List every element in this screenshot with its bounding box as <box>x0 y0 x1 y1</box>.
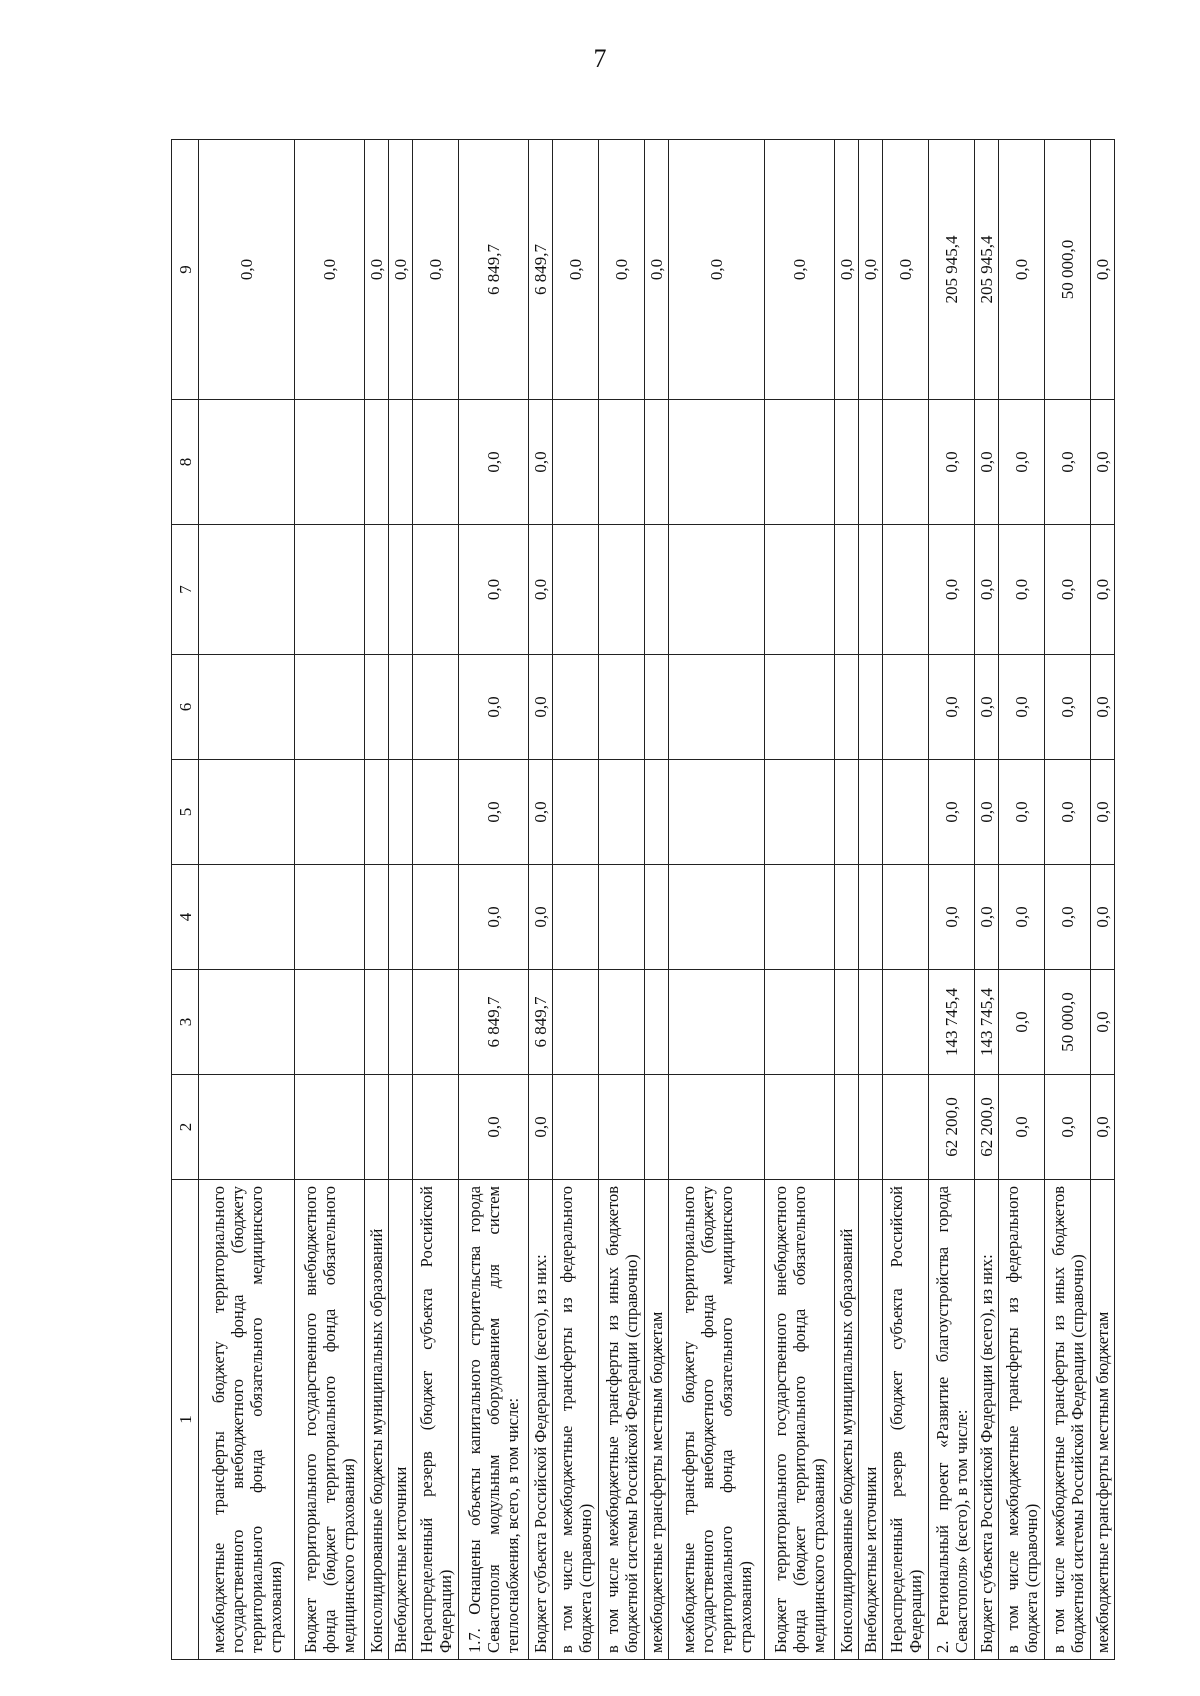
value-cell-col8: 0,0 <box>459 400 529 525</box>
value-cell-col4: 0,0 <box>1091 865 1115 970</box>
value-cell-col5 <box>765 760 835 865</box>
value-cell-col7 <box>295 525 365 655</box>
value-cell-col9: 0,0 <box>999 140 1045 400</box>
value-cell-col6: 0,0 <box>459 655 529 760</box>
value-cell-col9: 0,0 <box>413 140 459 400</box>
value-cell-col2: 0,0 <box>529 1075 553 1180</box>
value-cell-col6 <box>599 655 645 760</box>
value-cell-col3: 0,0 <box>999 970 1045 1075</box>
table-row <box>295 140 365 1660</box>
value-cell-col8 <box>669 400 765 525</box>
table-row <box>365 140 389 1660</box>
value-cell-col3: 6 849,7 <box>529 970 553 1075</box>
value-cell-col9: 6 849,7 <box>459 140 529 400</box>
value-cell-col4: 0,0 <box>975 865 999 970</box>
value-cell-col4: 0,0 <box>999 865 1045 970</box>
row-label: Бюджет территориального государственного внебюджетного фонда (бюджет территориального фонда обязательного медицинского страхования) <box>295 1180 365 1660</box>
value-cell-col7 <box>669 525 765 655</box>
table-row <box>929 140 975 1660</box>
value-cell-col9: 0,0 <box>859 140 883 400</box>
value-cell-col2 <box>389 1075 413 1180</box>
value-cell-col8 <box>413 400 459 525</box>
value-cell-col6 <box>389 655 413 760</box>
value-cell-col7 <box>199 525 295 655</box>
row-label: в том числе межбюджетные трансферты из иных бюджетов бюджетной системы Российской Федерации (справочно) <box>599 1180 645 1660</box>
row-label: Бюджет субъекта Российской Федерации (всего), из них: <box>975 1180 999 1660</box>
value-cell-col6 <box>859 655 883 760</box>
table-row <box>669 140 765 1660</box>
value-cell-col5 <box>389 760 413 865</box>
value-cell-col9: 0,0 <box>365 140 389 400</box>
value-cell-col5 <box>413 760 459 865</box>
value-cell-col5: 0,0 <box>929 760 975 865</box>
value-cell-col9: 0,0 <box>835 140 859 400</box>
table-row <box>1091 140 1115 1660</box>
value-cell-col3 <box>599 970 645 1075</box>
row-label: межбюджетные трансферты местным бюджетам <box>1091 1180 1115 1660</box>
value-cell-col2 <box>553 1075 599 1180</box>
row-label: межбюджетные трансферты бюджету территориального государственного внебюджетного фонда (бюджету территориального фонда обязательного медицинского страхования) <box>199 1180 295 1660</box>
value-cell-col6: 0,0 <box>929 655 975 760</box>
value-cell-col5: 0,0 <box>529 760 553 865</box>
value-cell-col2 <box>645 1075 669 1180</box>
value-cell-col9: 0,0 <box>765 140 835 400</box>
value-cell-col7: 0,0 <box>459 525 529 655</box>
value-cell-col5 <box>599 760 645 865</box>
table-row <box>199 140 295 1660</box>
row-label: Консолидированные бюджеты муниципальных образований <box>365 1180 389 1660</box>
value-cell-col4: 0,0 <box>929 865 975 970</box>
value-cell-col3 <box>295 970 365 1075</box>
column-header-6: 6 <box>172 655 199 760</box>
value-cell-col2: 0,0 <box>1045 1075 1091 1180</box>
value-cell-col5 <box>669 760 765 865</box>
value-cell-col2 <box>295 1075 365 1180</box>
value-cell-col4 <box>883 865 929 970</box>
column-header-3: 3 <box>172 970 199 1075</box>
page-number: 7 <box>593 44 607 73</box>
value-cell-col8 <box>883 400 929 525</box>
column-header-9: 9 <box>172 140 199 400</box>
value-cell-col9: 0,0 <box>1091 140 1115 400</box>
value-cell-col4 <box>365 865 389 970</box>
value-cell-col4 <box>389 865 413 970</box>
value-cell-col3 <box>835 970 859 1075</box>
value-cell-col8 <box>859 400 883 525</box>
value-cell-col3 <box>669 970 765 1075</box>
value-cell-col7 <box>599 525 645 655</box>
value-cell-col4 <box>413 865 459 970</box>
value-cell-col8 <box>199 400 295 525</box>
column-header-2: 2 <box>172 1075 199 1180</box>
value-cell-col6 <box>645 655 669 760</box>
value-cell-col9: 6 849,7 <box>529 140 553 400</box>
value-cell-col7: 0,0 <box>1045 525 1091 655</box>
value-cell-col6 <box>835 655 859 760</box>
value-cell-col6: 0,0 <box>1045 655 1091 760</box>
value-cell-col8 <box>645 400 669 525</box>
value-cell-col8: 0,0 <box>999 400 1045 525</box>
table-row <box>389 140 413 1660</box>
value-cell-col7 <box>389 525 413 655</box>
value-cell-col7: 0,0 <box>975 525 999 655</box>
value-cell-col7: 0,0 <box>929 525 975 655</box>
value-cell-col4 <box>599 865 645 970</box>
value-cell-col9: 0,0 <box>553 140 599 400</box>
value-cell-col6: 0,0 <box>999 655 1045 760</box>
table-row <box>883 140 929 1660</box>
row-label: 1.7. Оснащены объекты капитального строительства города Севастополя модульным оборудованием для систем теплоснабжения, всего, в том числе: <box>459 1180 529 1660</box>
value-cell-col3 <box>389 970 413 1075</box>
value-cell-col5 <box>553 760 599 865</box>
value-cell-col7: 0,0 <box>529 525 553 655</box>
value-cell-col7: 0,0 <box>999 525 1045 655</box>
header-row <box>172 140 199 1660</box>
table-row <box>859 140 883 1660</box>
value-cell-col5: 0,0 <box>1091 760 1115 865</box>
value-cell-col7 <box>553 525 599 655</box>
value-cell-col8 <box>365 400 389 525</box>
value-cell-col3 <box>199 970 295 1075</box>
table-row <box>1045 140 1091 1660</box>
row-label: Бюджет территориального государственного внебюджетного фонда (бюджет территориального фонда обязательного медицинского страхования) <box>765 1180 835 1660</box>
row-label: Внебюджетные источники <box>859 1180 883 1660</box>
table-row <box>835 140 859 1660</box>
table-row <box>599 140 645 1660</box>
table-row <box>459 140 529 1660</box>
value-cell-col9: 0,0 <box>199 140 295 400</box>
value-cell-col8: 0,0 <box>975 400 999 525</box>
value-cell-col8 <box>553 400 599 525</box>
value-cell-col3: 50 000,0 <box>1045 970 1091 1075</box>
row-label: 2. Региональный проект «Развитие благоустройства города Севастополя» (всего), в том числе: <box>929 1180 975 1660</box>
row-label: межбюджетные трансферты бюджету территориального государственного внебюджетного фонда (бюджету территориального фонда обязательного медицинского страхования) <box>669 1180 765 1660</box>
value-cell-col8: 0,0 <box>1091 400 1115 525</box>
value-cell-col5: 0,0 <box>999 760 1045 865</box>
column-header-8: 8 <box>172 400 199 525</box>
column-header-1: 1 <box>172 1180 199 1660</box>
table-row <box>413 140 459 1660</box>
value-cell-col8 <box>835 400 859 525</box>
value-cell-col9: 205 945,4 <box>929 140 975 400</box>
row-label: Внебюджетные источники <box>389 1180 413 1660</box>
row-label: в том числе межбюджетные трансферты из иных бюджетов бюджетной системы Российской Федерации (справочно) <box>1045 1180 1091 1660</box>
value-cell-col5: 0,0 <box>1045 760 1091 865</box>
value-cell-col8 <box>599 400 645 525</box>
value-cell-col4 <box>669 865 765 970</box>
value-cell-col6 <box>199 655 295 760</box>
value-cell-col5: 0,0 <box>975 760 999 865</box>
column-header-7: 7 <box>172 525 199 655</box>
value-cell-col4 <box>199 865 295 970</box>
value-cell-col4 <box>835 865 859 970</box>
value-cell-col2: 0,0 <box>459 1075 529 1180</box>
value-cell-col9: 0,0 <box>295 140 365 400</box>
table-row <box>765 140 835 1660</box>
value-cell-col3 <box>883 970 929 1075</box>
value-cell-col5 <box>883 760 929 865</box>
value-cell-col6 <box>295 655 365 760</box>
value-cell-col4 <box>295 865 365 970</box>
value-cell-col4: 0,0 <box>1045 865 1091 970</box>
value-cell-col9: 0,0 <box>599 140 645 400</box>
row-label: межбюджетные трансферты местным бюджетам <box>645 1180 669 1660</box>
rotated-table-container <box>171 140 1112 1660</box>
value-cell-col7: 0,0 <box>1091 525 1115 655</box>
value-cell-col6 <box>413 655 459 760</box>
value-cell-col6 <box>553 655 599 760</box>
row-label: в том числе межбюджетные трансферты из федерального бюджета (справочно) <box>999 1180 1045 1660</box>
value-cell-col8: 0,0 <box>929 400 975 525</box>
value-cell-col3: 143 745,4 <box>929 970 975 1075</box>
table-row <box>553 140 599 1660</box>
column-header-4: 4 <box>172 865 199 970</box>
value-cell-col7 <box>365 525 389 655</box>
value-cell-col5 <box>859 760 883 865</box>
value-cell-col2: 0,0 <box>1091 1075 1115 1180</box>
value-cell-col3 <box>765 970 835 1075</box>
value-cell-col5 <box>365 760 389 865</box>
table-row <box>975 140 999 1660</box>
value-cell-col4 <box>645 865 669 970</box>
value-cell-col5 <box>199 760 295 865</box>
row-label: Бюджет субъекта Российской Федерации (всего), из них: <box>529 1180 553 1660</box>
value-cell-col4 <box>553 865 599 970</box>
value-cell-col2 <box>199 1075 295 1180</box>
value-cell-col3 <box>859 970 883 1075</box>
value-cell-col9: 0,0 <box>883 140 929 400</box>
value-cell-col9: 50 000,0 <box>1045 140 1091 400</box>
value-cell-col6 <box>365 655 389 760</box>
value-cell-col2 <box>365 1075 389 1180</box>
value-cell-col9: 205 945,4 <box>975 140 999 400</box>
value-cell-col8 <box>389 400 413 525</box>
value-cell-col4: 0,0 <box>459 865 529 970</box>
value-cell-col2 <box>859 1075 883 1180</box>
value-cell-col7 <box>883 525 929 655</box>
row-label: Нераспределенный резерв (бюджет субъекта Российской Федерации) <box>413 1180 459 1660</box>
table-body <box>199 140 1115 1660</box>
value-cell-col4: 0,0 <box>529 865 553 970</box>
value-cell-col6 <box>669 655 765 760</box>
value-cell-col8 <box>295 400 365 525</box>
value-cell-col3 <box>553 970 599 1075</box>
value-cell-col8: 0,0 <box>1045 400 1091 525</box>
value-cell-col6 <box>883 655 929 760</box>
value-cell-col2: 62 200,0 <box>975 1075 999 1180</box>
value-cell-col6 <box>765 655 835 760</box>
value-cell-col2 <box>669 1075 765 1180</box>
value-cell-col5 <box>835 760 859 865</box>
table-row <box>529 140 553 1660</box>
value-cell-col3: 143 745,4 <box>975 970 999 1075</box>
value-cell-col6: 0,0 <box>529 655 553 760</box>
value-cell-col2 <box>883 1075 929 1180</box>
value-cell-col3 <box>413 970 459 1075</box>
value-cell-col5: 0,0 <box>459 760 529 865</box>
value-cell-col3: 6 849,7 <box>459 970 529 1075</box>
budget-table <box>171 139 1115 1660</box>
value-cell-col6: 0,0 <box>1091 655 1115 760</box>
value-cell-col7 <box>765 525 835 655</box>
value-cell-col2: 0,0 <box>999 1075 1045 1180</box>
value-cell-col5 <box>645 760 669 865</box>
value-cell-col2 <box>765 1075 835 1180</box>
value-cell-col5 <box>295 760 365 865</box>
value-cell-col7 <box>413 525 459 655</box>
value-cell-col3 <box>365 970 389 1075</box>
column-header-5: 5 <box>172 760 199 865</box>
value-cell-col9: 0,0 <box>645 140 669 400</box>
value-cell-col7 <box>835 525 859 655</box>
value-cell-col9: 0,0 <box>669 140 765 400</box>
value-cell-col8: 0,0 <box>529 400 553 525</box>
table-row <box>999 140 1045 1660</box>
row-label: Консолидированные бюджеты муниципальных образований <box>835 1180 859 1660</box>
value-cell-col2 <box>413 1075 459 1180</box>
value-cell-col2: 62 200,0 <box>929 1075 975 1180</box>
row-label: в том числе межбюджетные трансферты из федерального бюджета (справочно) <box>553 1180 599 1660</box>
value-cell-col6: 0,0 <box>975 655 999 760</box>
value-cell-col8 <box>765 400 835 525</box>
value-cell-col9: 0,0 <box>389 140 413 400</box>
value-cell-col3 <box>645 970 669 1075</box>
value-cell-col3: 0,0 <box>1091 970 1115 1075</box>
value-cell-col4 <box>859 865 883 970</box>
table-row <box>645 140 669 1660</box>
value-cell-col7 <box>645 525 669 655</box>
value-cell-col2 <box>599 1075 645 1180</box>
row-label: Нераспределенный резерв (бюджет субъекта Российской Федерации) <box>883 1180 929 1660</box>
value-cell-col7 <box>859 525 883 655</box>
value-cell-col4 <box>765 865 835 970</box>
value-cell-col2 <box>835 1075 859 1180</box>
